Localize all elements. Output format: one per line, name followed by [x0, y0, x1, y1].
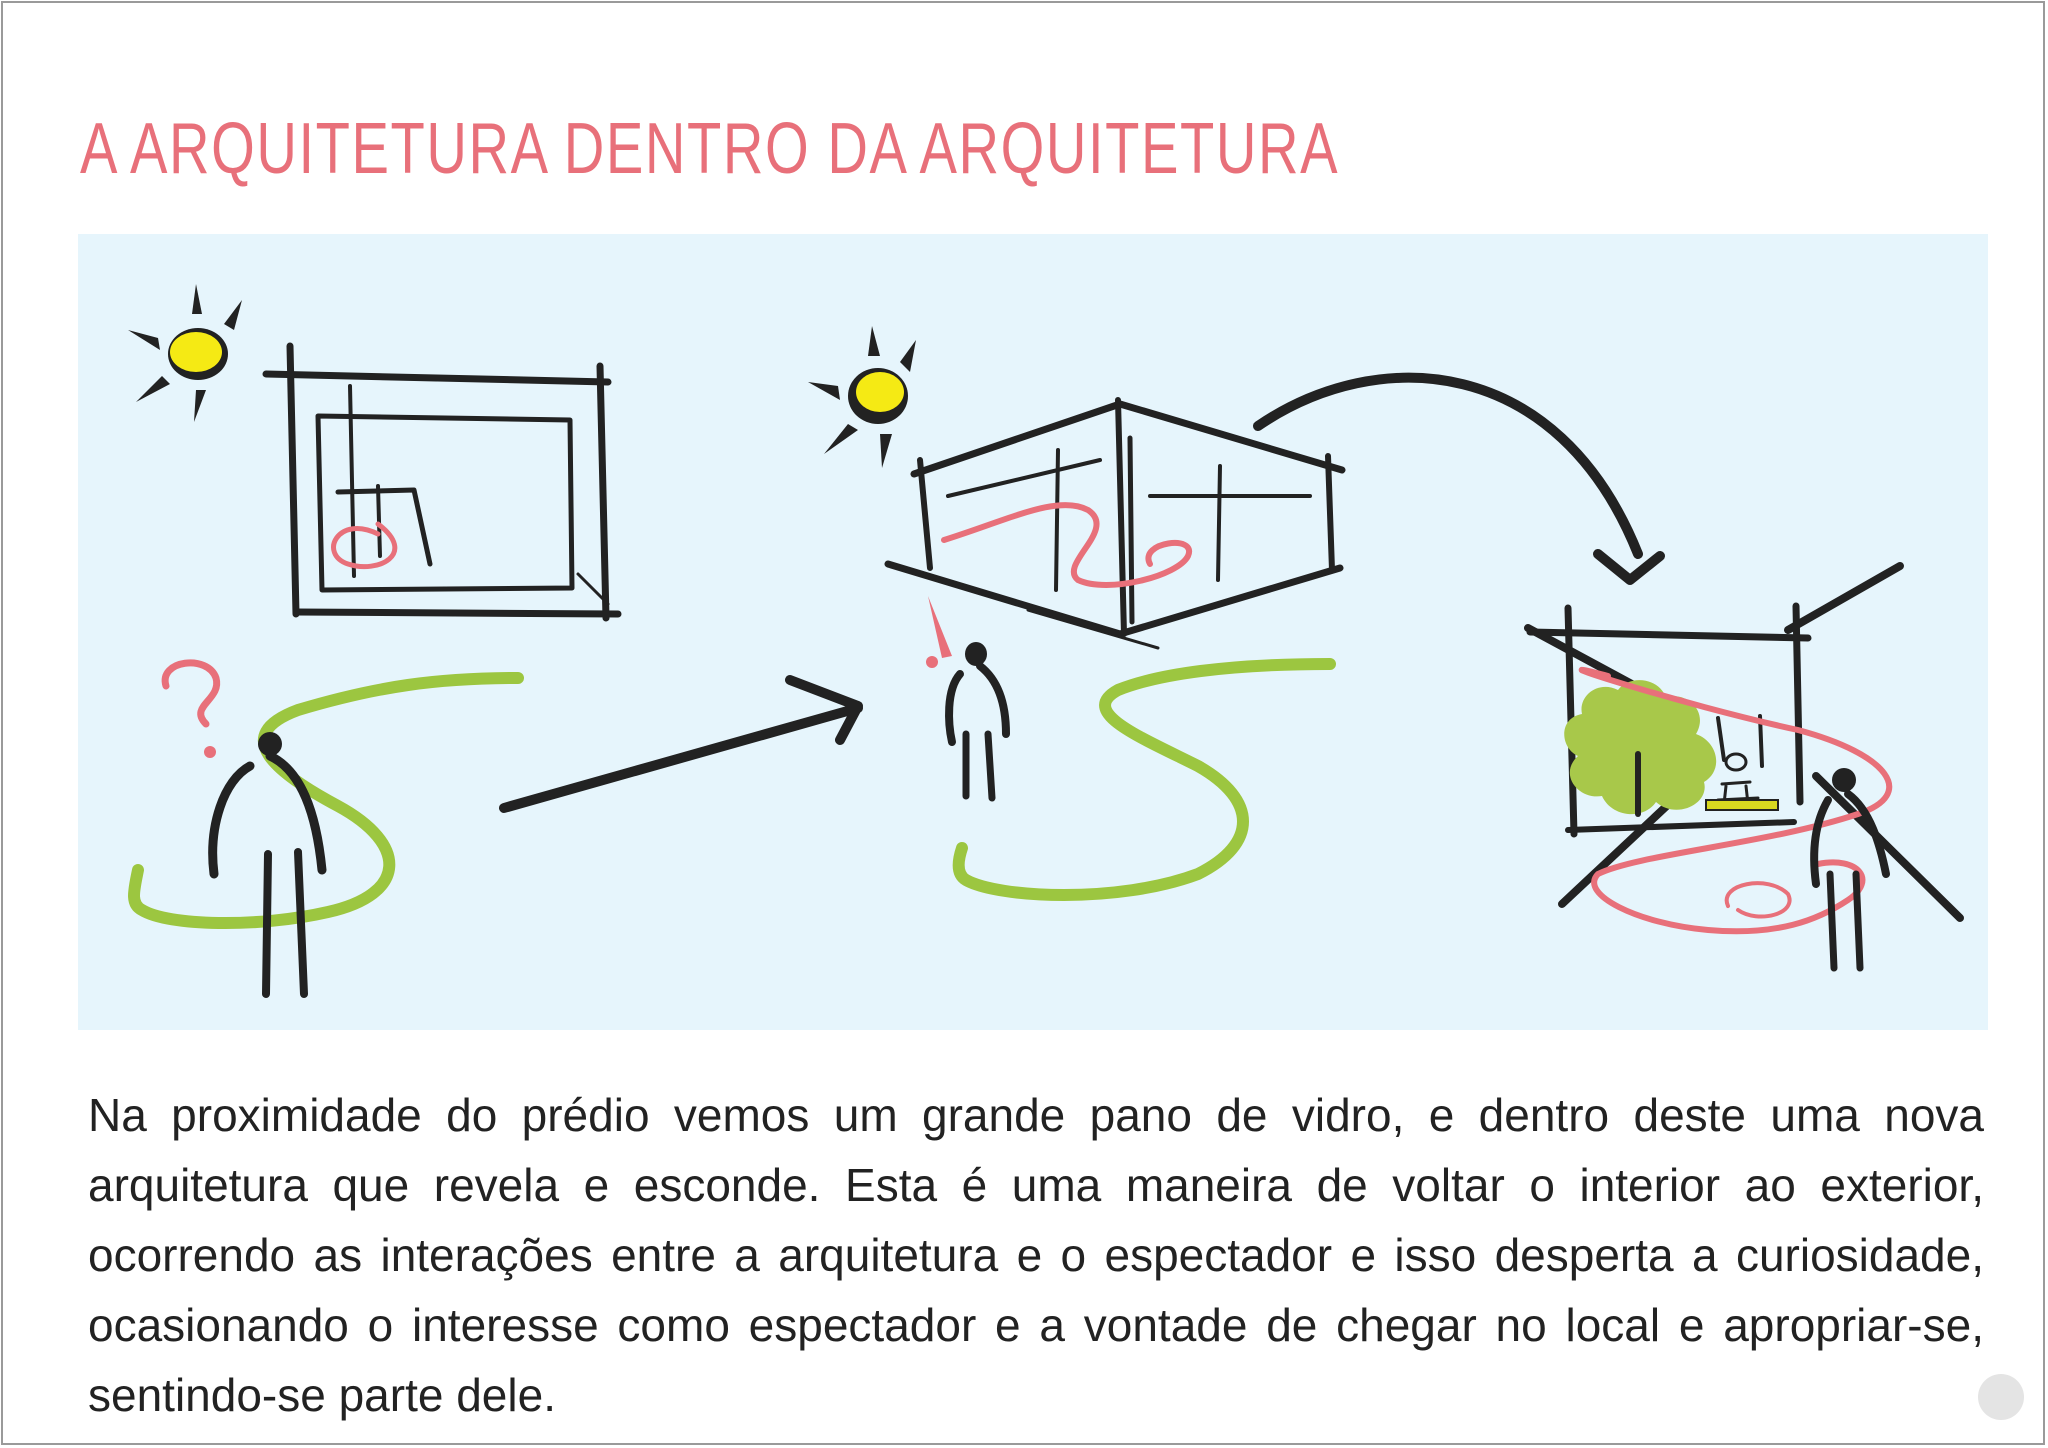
sun-icon [128, 284, 242, 422]
sun-icon [808, 326, 916, 468]
scene-approach-view [808, 326, 1660, 895]
description-text: Na proximidade do prédio vemos um grande pano de vidro, e dentro deste uma nova arquitetura que revela e esconde. Esta é uma maneira de voltar o interior ao exterior, ocorrendo as interações entre a arquitetura e o espectador e isso desperta a curiosidade, ocasionando o interesse como espectador e a vontade de chegar no local e apropriar-se, sentindo-se parte dele. [88, 1089, 1984, 1421]
diagram-panel [78, 234, 1988, 1030]
building-icon [888, 400, 1342, 648]
scene-distant-view [128, 284, 858, 994]
person-icon [213, 732, 322, 994]
path-icon [959, 664, 1330, 895]
page-title: A ARQUITETURA DENTRO DA ARQUITETURA [80, 109, 1340, 189]
bench-icon [1706, 754, 1778, 810]
exclamation-mark-icon [926, 596, 952, 668]
scene-inside-view [1528, 566, 1960, 968]
diagram-svg [78, 234, 1988, 1030]
watermark-logo [1978, 1374, 2024, 1420]
person-icon [949, 642, 1006, 798]
question-mark-icon [165, 663, 217, 758]
glass-facade-icon [266, 346, 618, 618]
arrow-icon [504, 680, 858, 808]
curved-arrow-icon [1258, 378, 1660, 580]
path-icon [134, 678, 518, 923]
